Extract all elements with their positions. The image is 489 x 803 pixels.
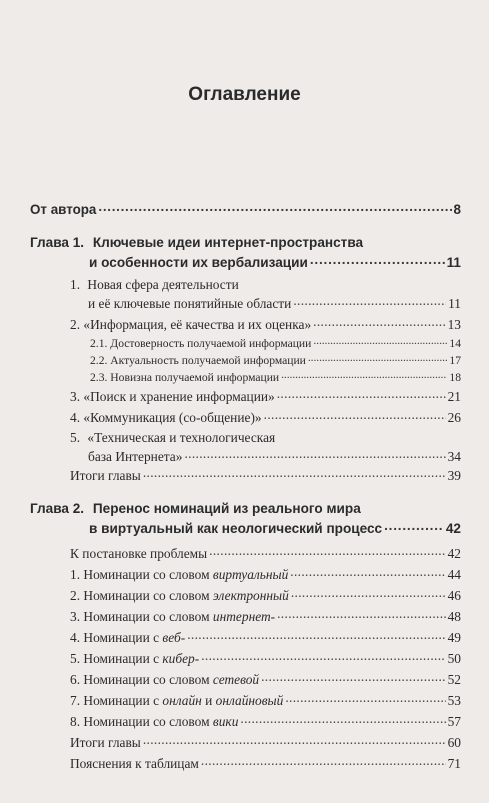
chapter-1-heading[interactable] bbox=[30, 235, 363, 251]
toc-entry-2-intro[interactable] bbox=[70, 543, 461, 562]
chapter-title-line2: в виртуальный как неологический процесс bbox=[89, 521, 383, 536]
toc-entry-2-3[interactable] bbox=[70, 606, 461, 625]
entry-page: 42 bbox=[445, 521, 461, 536]
entry-page: 49 bbox=[447, 630, 461, 645]
entry-page: 8 bbox=[453, 202, 461, 217]
entry-number: 5. bbox=[70, 651, 81, 666]
entry-label: Номинации со словом bbox=[83, 567, 213, 582]
entry-number: 2.1. bbox=[90, 337, 108, 350]
entry-page: 44 bbox=[447, 567, 461, 582]
toc-entry-1-4[interactable] bbox=[70, 407, 461, 426]
entry-page: 60 bbox=[447, 735, 461, 750]
toc-entry-2-notes[interactable] bbox=[70, 753, 461, 772]
entry-page: 34 bbox=[447, 449, 461, 464]
entry-label: Номинации со словом bbox=[83, 588, 213, 603]
chapter-prefix: Глава 2. bbox=[30, 501, 85, 516]
entry-term: кибер- bbox=[162, 651, 200, 666]
entry-label: Новизна получаемой информации bbox=[110, 371, 280, 384]
entry-page: 11 bbox=[446, 255, 461, 270]
entry-page: 21 bbox=[447, 389, 461, 404]
entry-number: 4. bbox=[70, 410, 81, 425]
entry-term: сетевой bbox=[212, 672, 260, 687]
toc-entry-1-5[interactable] bbox=[88, 446, 461, 465]
leader-dots bbox=[310, 252, 445, 268]
entry-label: Актуальность получаемой информации bbox=[110, 354, 306, 367]
chapter-title-line1: Ключевые идеи интернет-пространства bbox=[92, 235, 364, 250]
leader-dots bbox=[293, 293, 446, 309]
entry-page: 50 bbox=[447, 651, 461, 666]
entry-label: «Информация, её качества и их оценка» bbox=[83, 317, 312, 332]
entry-number: 3. bbox=[70, 389, 81, 404]
leader-dots bbox=[143, 465, 446, 481]
entry-term: онлайн bbox=[162, 693, 202, 708]
leader-dots bbox=[281, 367, 447, 383]
entry-number: 1. bbox=[70, 567, 81, 582]
entry-number: 2.3. bbox=[90, 371, 108, 384]
entry-number: 2. bbox=[70, 588, 81, 603]
entry-label: Номинации с bbox=[83, 651, 163, 666]
toc-entry-2-2[interactable] bbox=[70, 585, 461, 604]
entry-number: 7. bbox=[70, 693, 81, 708]
entry-label-line2: и её ключевые понятийные области bbox=[88, 296, 292, 311]
leader-dots bbox=[240, 711, 445, 727]
chapter-prefix: Глава 1. bbox=[30, 235, 85, 250]
entry-page: 17 bbox=[449, 354, 461, 367]
leader-dots bbox=[201, 753, 446, 769]
entry-number: 5. bbox=[70, 430, 81, 445]
entry-number: 2.2. bbox=[90, 354, 108, 367]
entry-label: К постановке проблемы bbox=[70, 546, 208, 561]
toc-entry-1-2-3[interactable] bbox=[90, 367, 461, 386]
leader-dots bbox=[291, 585, 446, 601]
leader-dots bbox=[277, 606, 446, 622]
entry-page: 18 bbox=[449, 371, 461, 384]
entry-page: 57 bbox=[447, 714, 461, 729]
toc-entry-2-1[interactable] bbox=[70, 564, 461, 583]
entry-conj: и bbox=[201, 693, 216, 708]
entry-term: веб- bbox=[162, 630, 186, 645]
entry-page: 53 bbox=[447, 693, 461, 708]
leader-dots bbox=[308, 350, 448, 366]
entry-label: Итоги главы bbox=[70, 735, 141, 750]
leader-dots bbox=[264, 407, 446, 423]
leader-dots bbox=[98, 199, 451, 215]
entry-label: Номинации со словом bbox=[83, 609, 213, 624]
entry-label: «Коммуникация (со-общение)» bbox=[83, 410, 262, 425]
entry-label: «Поиск и хранение информации» bbox=[83, 389, 275, 404]
leader-dots bbox=[184, 446, 445, 462]
leader-dots bbox=[261, 669, 446, 685]
toc-entry-1-3[interactable] bbox=[70, 386, 461, 405]
entry-number: 3. bbox=[70, 609, 81, 624]
entry-page: 42 bbox=[447, 546, 461, 561]
toc-entry-2-4[interactable] bbox=[70, 627, 461, 646]
entry-number: 6. bbox=[70, 672, 81, 687]
entry-term: электронный bbox=[212, 588, 289, 603]
entry-page: 14 bbox=[449, 337, 461, 350]
entry-label: Пояснения к таблицам bbox=[70, 756, 199, 771]
entry-page: 46 bbox=[447, 588, 461, 603]
toc-entry-1-summary[interactable] bbox=[70, 465, 461, 484]
entry-label: Номинации с bbox=[83, 630, 163, 645]
toc-entry-2-5[interactable] bbox=[70, 648, 461, 667]
leader-dots bbox=[209, 543, 445, 559]
chapter-2-heading[interactable] bbox=[30, 501, 361, 517]
toc-entry-1-1-line1[interactable] bbox=[70, 277, 239, 293]
entry-label: Номинации со словом bbox=[83, 672, 213, 687]
chapter-title-line2: и особенности их вербализации bbox=[89, 255, 308, 270]
toc-entry-2-6[interactable] bbox=[70, 669, 461, 688]
entry-term-2: онлайновый bbox=[215, 693, 284, 708]
leader-dots bbox=[313, 333, 447, 349]
toc-entry-chapter-1[interactable] bbox=[89, 252, 461, 271]
leader-dots bbox=[277, 386, 446, 402]
toc-entry-author[interactable] bbox=[30, 199, 461, 218]
entry-number: 2. bbox=[70, 317, 81, 332]
entry-page: 11 bbox=[448, 296, 461, 311]
leader-dots bbox=[313, 314, 445, 330]
toc-entry-2-summary[interactable] bbox=[70, 732, 461, 751]
toc-entry-2-8[interactable] bbox=[70, 711, 461, 730]
toc-entry-1-1[interactable] bbox=[88, 293, 461, 312]
toc-entry-chapter-2[interactable] bbox=[89, 518, 461, 537]
entry-label: Итоги главы bbox=[70, 468, 141, 483]
entry-label: Номинации с bbox=[83, 693, 163, 708]
entry-term: вики bbox=[212, 714, 239, 729]
entry-label: «Техническая и технологическая bbox=[87, 430, 276, 445]
entry-number: 1. bbox=[70, 277, 81, 292]
entry-label: Достоверность получаемой информации bbox=[110, 337, 312, 350]
leader-dots bbox=[285, 690, 445, 706]
entry-label: Номинации со словом bbox=[83, 714, 213, 729]
leader-dots bbox=[143, 732, 446, 748]
entry-term: интернет- bbox=[212, 609, 276, 624]
leader-dots bbox=[290, 564, 445, 580]
entry-page: 48 bbox=[447, 609, 461, 624]
leader-dots bbox=[384, 518, 444, 534]
page-title: Оглавление bbox=[188, 84, 301, 105]
chapter-title-line1: Перенос номинаций из реального мира bbox=[92, 501, 361, 516]
entry-page: 26 bbox=[447, 410, 461, 425]
entry-label: От автора bbox=[30, 202, 97, 217]
entry-label-line2: база Интернета» bbox=[88, 449, 183, 464]
entry-page: 39 bbox=[447, 468, 461, 483]
toc-entry-1-2[interactable] bbox=[70, 314, 461, 333]
leader-dots bbox=[201, 648, 445, 664]
entry-page: 13 bbox=[447, 317, 461, 332]
leader-dots bbox=[187, 627, 445, 643]
toc-entry-2-7[interactable] bbox=[70, 690, 461, 709]
entry-number: 4. bbox=[70, 630, 81, 645]
entry-page: 52 bbox=[447, 672, 461, 687]
toc-entry-1-5-line1[interactable] bbox=[70, 430, 275, 446]
entry-label: Новая сфера деятельности bbox=[87, 277, 239, 292]
entry-page: 71 bbox=[447, 756, 461, 771]
entry-term: виртуальный bbox=[212, 567, 289, 582]
entry-number: 8. bbox=[70, 714, 81, 729]
